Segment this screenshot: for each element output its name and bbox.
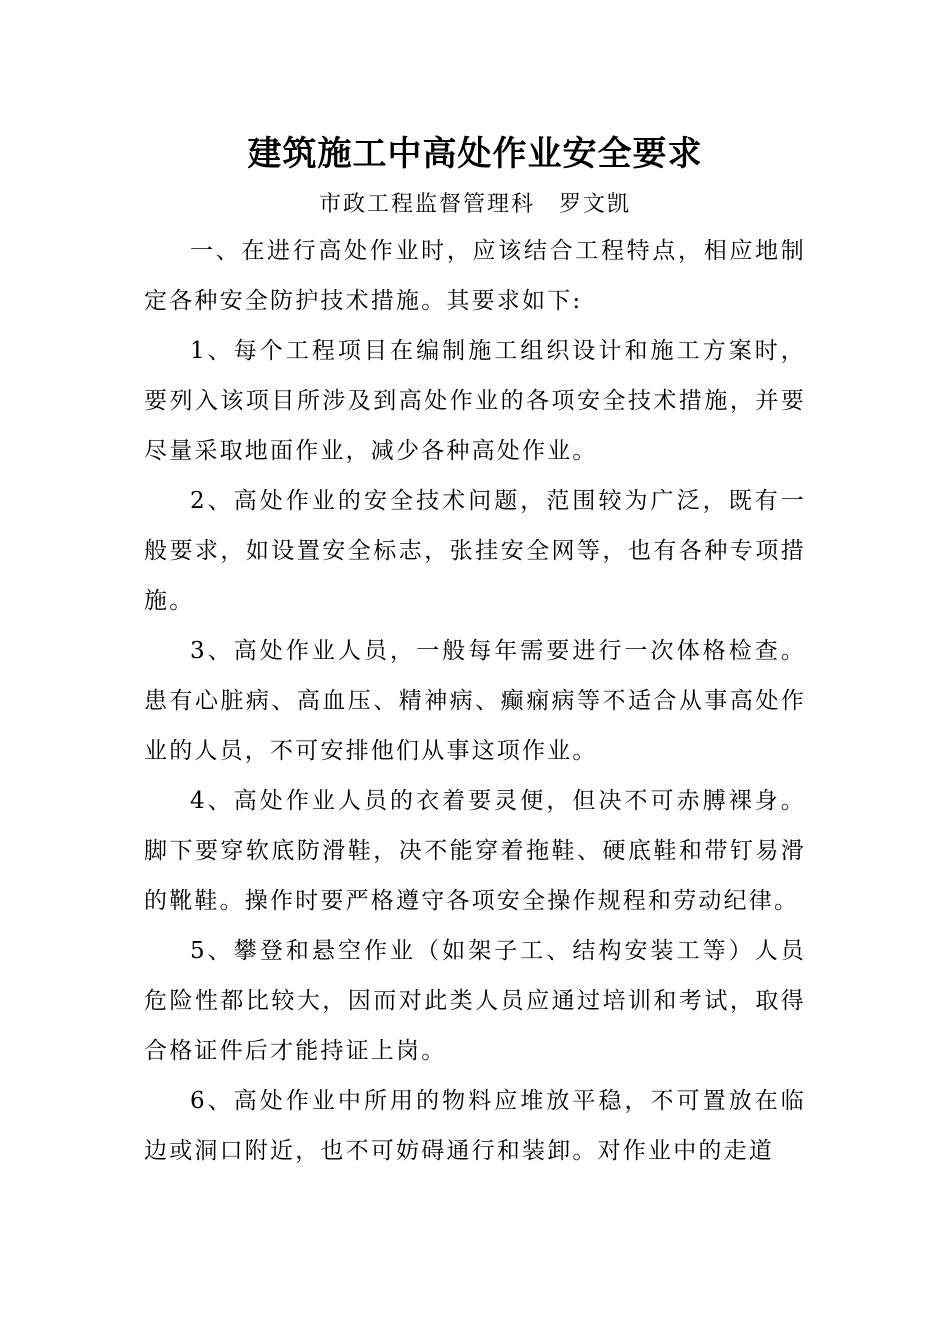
paragraph-item-6: 6、高处作业中所用的物料应堆放平稳，不可置放在临边或洞口附近，也不可妨碍通行和装卸。对作业中的走道 <box>144 1088 806 1164</box>
paragraph-item-4: 4、高处作业人员的衣着要灵便，但决不可赤膊裸身。脚下要穿软底防滑鞋，决不能穿着拖鞋、硬底鞋和带钉易滑的靴鞋。操作时要严格遵守各项安全操作规程和劳动纪律。 <box>144 788 806 914</box>
document-author: 市政工程监督管理科 罗文凯 <box>318 192 631 217</box>
paragraph-item-1: 1、每个工程项目在编制施工组织设计和施工方案时，要列入该项目所涉及到高处作业的各项安全技术措施，并要尽量采取地面作业，减少各种高处作业。 <box>144 338 806 464</box>
document-title: 建筑施工中高处作业安全要求 <box>247 134 703 174</box>
paragraph-item-3: 3、高处作业人员，一般每年需要进行一次体格检查。患有心脏病、高血压、精神病、癫痫病等不适合从事高处作业的人员，不可安排他们从事这项作业。 <box>144 638 806 764</box>
paragraph-item-2: 2、高处作业的安全技术问题，范围较为广泛，既有一般要求，如设置安全标志，张挂安全网等，也有各种专项措施。 <box>144 488 806 614</box>
paragraph-intro: 一、在进行高处作业时，应该结合工程特点，相应地制定各种安全防护技术措施。其要求如下: <box>144 238 806 314</box>
paragraph-item-5: 5、攀登和悬空作业（如架子工、结构安装工等）人员危险性都比较大，因而对此类人员应通过培训和考试，取得合格证件后才能持证上岗。 <box>144 938 806 1064</box>
